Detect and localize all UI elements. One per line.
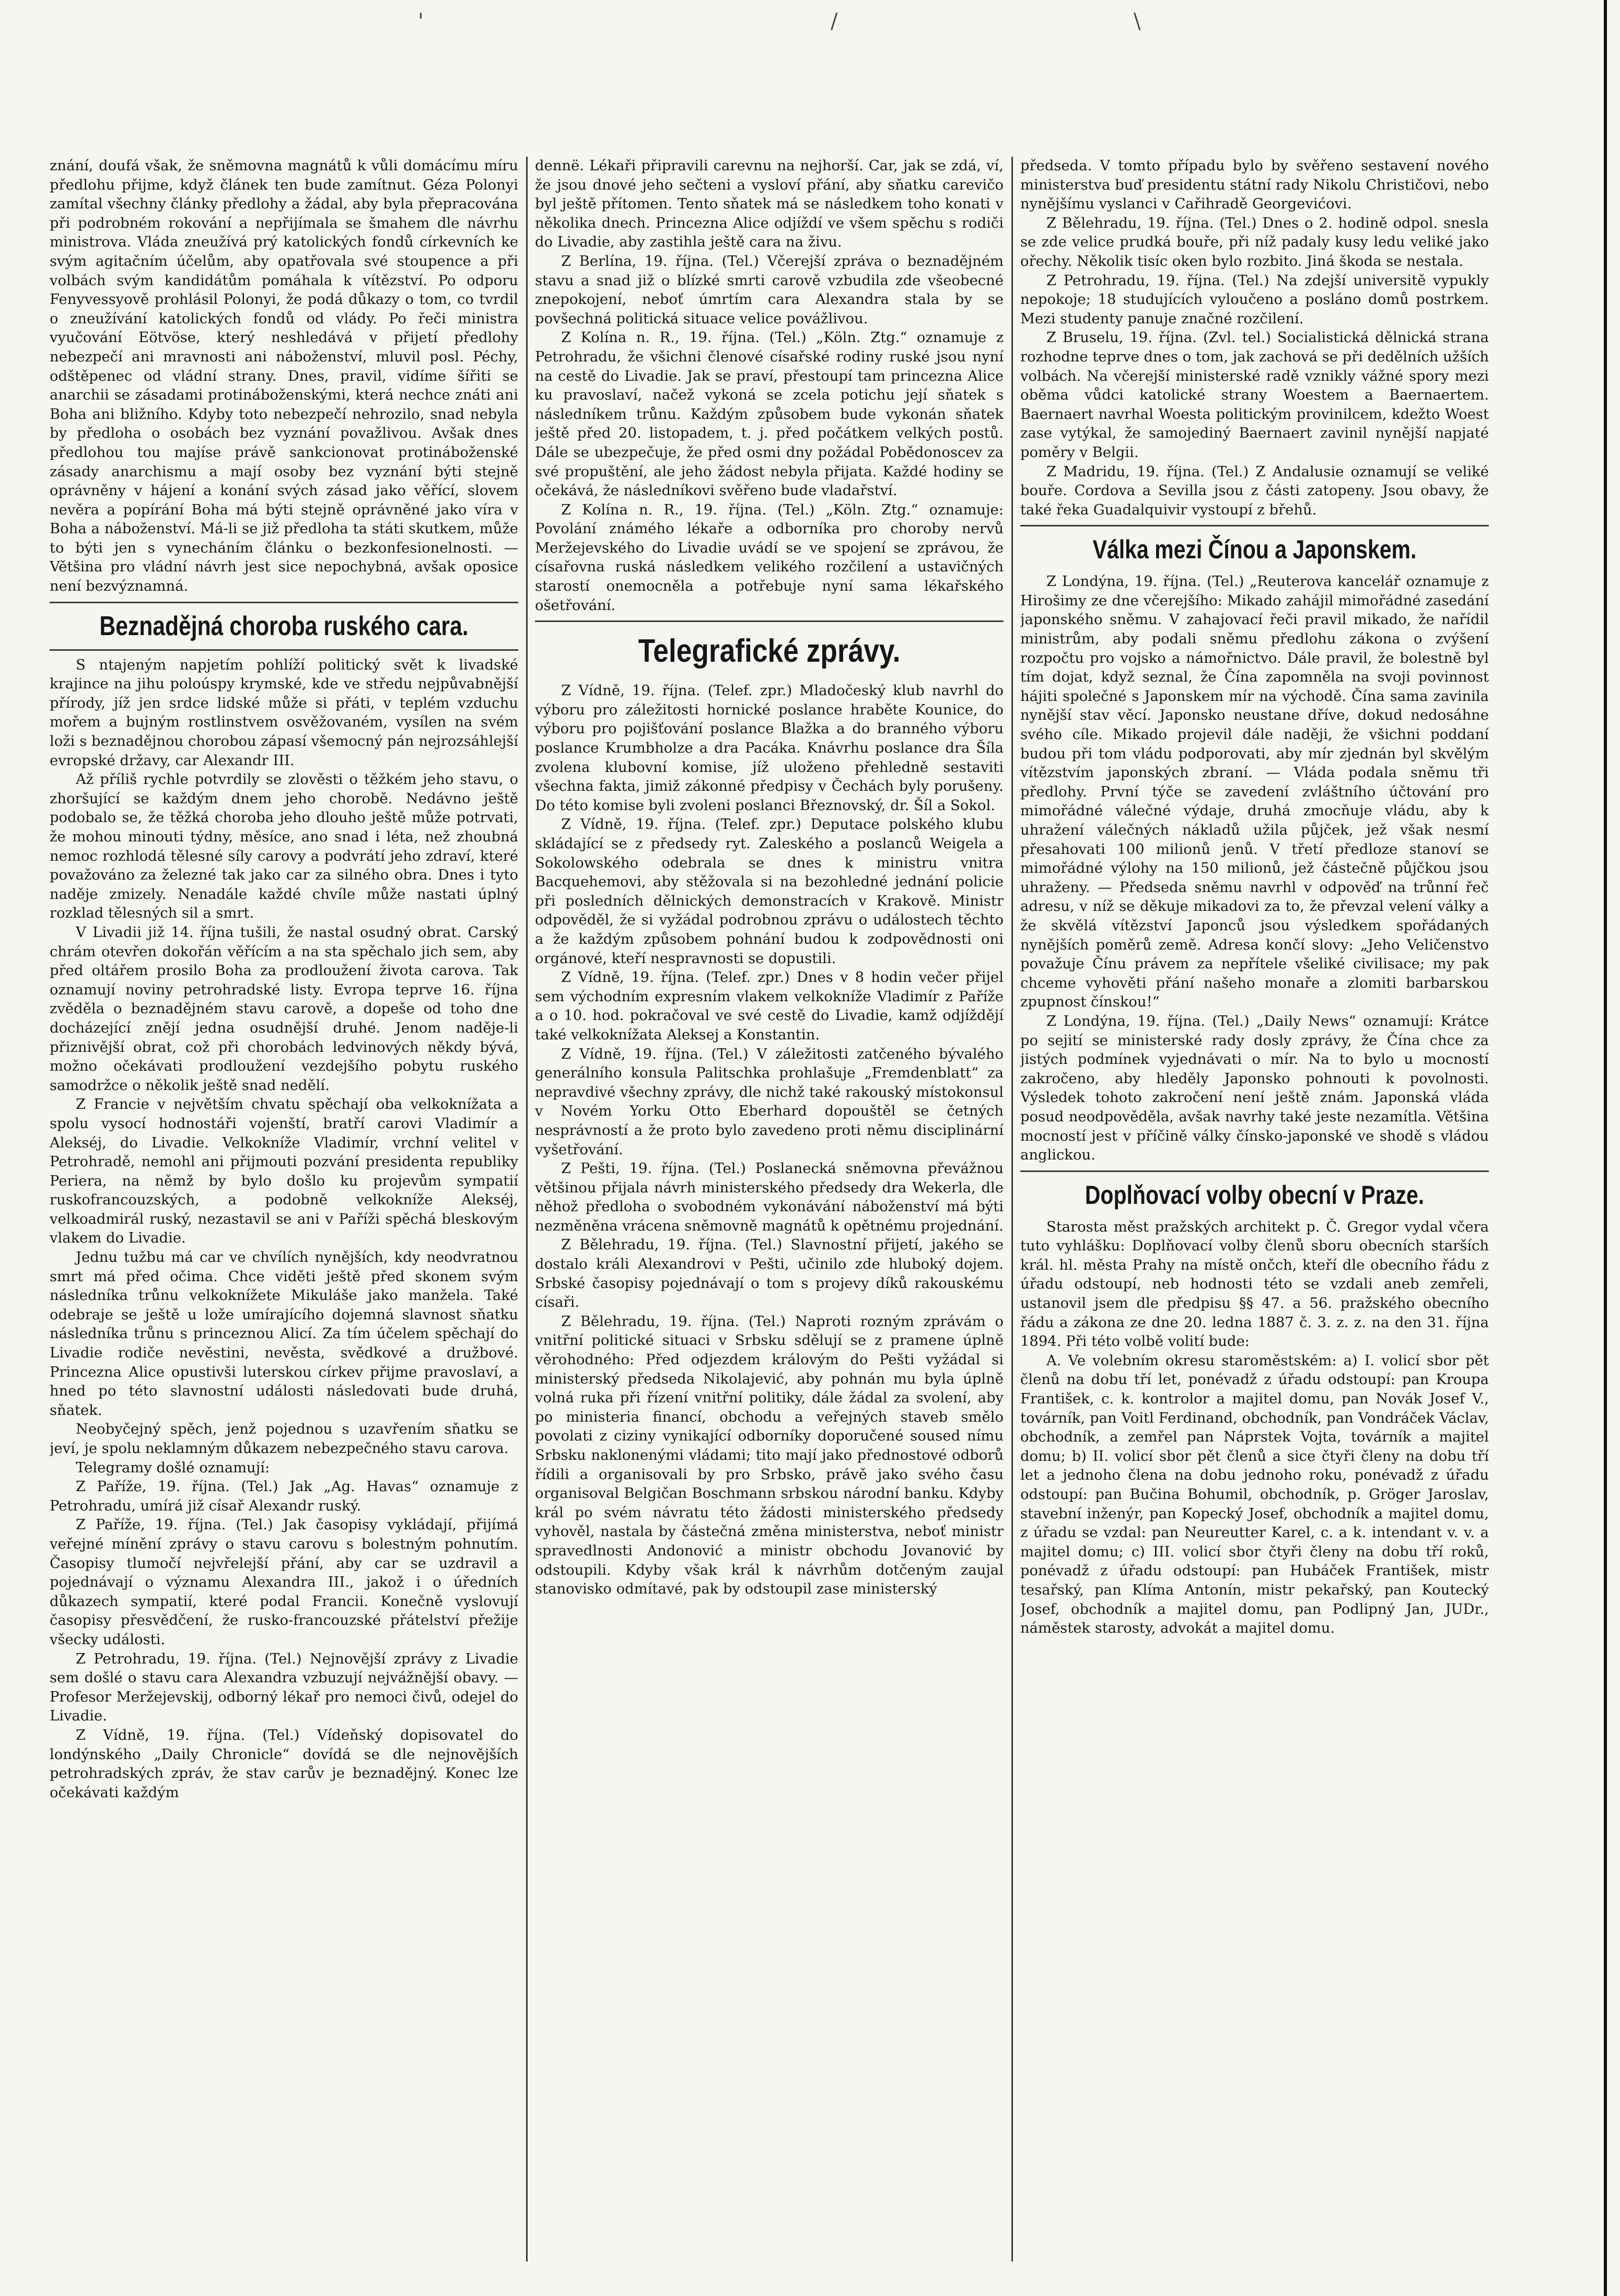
- article-heading: Válka mezi Čínou a Japonskem.: [1092, 535, 1417, 565]
- article-paragraph: A. Ve volebním okresu staroměstském: a) I. volicí sbor pět členů na dobu tří let, ponévadž z úřadu odstoupí: pan Kroupa František, c. k. kontrolor a majitel domu, pan Novák Josef V., továrník, pan Voitl Ferdinand, obchodník, pan Vondráček Václav, obchodník, a zemřel pan Náprstek Vojta, továrník a majitel domu; b) II. volicí sbor pět členů a sice čtyři členy na dobu tří let a jednoho člena na dobu jednoho roku, ponévadž z úřadu odstoupí: pan Bučina Bohumil, obchodník, p. Gröger Jaroslav, stavební inženýr, pan Kopecký Josef, obchodník a majitel domu, z úřadu se vzdal: pan Neureutter Karel, c. a k. intendant v. v. a majitel domu; c) III. volicí sbor čtyři členy na dobu tří roků, ponévadž z úřadu odstoupí: pan Hubáček František, mistr tesařský, pan Klíma Antonín, mistr pekařský, pan Koutecký Josef, obchodník a majitel domu, pan Podlipný Jan, JUDr., náměstek starosty, advokát a majitel domu.: [1020, 1352, 1489, 1637]
- margin-mark-2: /: [831, 9, 838, 33]
- article-heading: Doplňovací volby obecní v Praze.: [1085, 1180, 1425, 1210]
- scan-edge: [1604, 0, 1607, 2296]
- telegram-paragraph: Z Londýna, 19. října. (Tel.) „Daily News“ oznamují: Krátce po sejití se ministerské rady dosly zprávy, že Čína chce za jistých podmínek vyjednávati o mír. Na to bylo u mocností zakročeno, aby hleděly Japonsko pohnouti k povolnosti. Výsledek tohoto zakročení není ještě znám. Japonská vláda posud neodpověděla, avšak navrhy také jeste nezamítla. Většina mocností jest v příčině války čínsko-japonské ve shodě s vládou anglickou.: [1020, 1013, 1489, 1164]
- telegram-paragraph: Z Vídně, 19. října. (Telef. zpr.) Dnes v 8 hodin večer přijel sem východním expresním vlakem velkokníže Vladimír z Paříže a o 10. hod. pokračoval ve své cestě do Livadie, kamž odjíždějí také velkoknížata Aleksej a Konstantin.: [535, 969, 1004, 1043]
- column-middle: [535, 157, 1004, 2262]
- telegram-paragraph: Z Vídně, 19. října. (Telef. zpr.) Mladočeský klub navrhl do výboru pro záležitosti hornické poslance hraběte Kounice, do výboru pro pojišťování poslance Blažka a do branného výboru poslance Krumbholze a dra Pacáka. Knávrhu poslance dra Šíla zvolena klubovní komise, jíž uloženo přehledně sestaviti všechna fakta, jimiž zákonné předpisy v Čechách byly porušeny. Do této komise byli zvoleni poslanci Březnovský, dr. Šíl a Sokol.: [535, 683, 1004, 814]
- article-paragraph: Starosta měst pražských architekt p. Č. Gregor vydal včera tuto vyhlášku: Doplňovací volby členů sboru obecních starších král. hl. města Prahy na místě ončch, kteří dle obecního řádu z úřadu odstoupí, neb hodnosti této se vzdali aneb zemřeli, ustanovil jsem dle předpisu §§ 47. a 56. pražského obecního řádu a zákona ze dne 20. ledna 1887 č. 3. z. z. na den 31. října 1894. Při této volbě volití bude:: [1020, 1219, 1489, 1350]
- section-heading: Telegrafické zprávy.: [638, 633, 901, 670]
- telegram-paragraph: Z Bruselu, 19. října. (Zvl. tel.) Socialistická dělnická strana rozhodne teprve dnes o tom, jak zachová se při dedělních užších volbách. Na včerejší ministerské radě vznikly vážné spory mezi oběma vůdci katolické strany Woestem a Baernaertem. Baernaert navrhal Woesta politickým provinilcem, kdežto Woest zase vytýkal, že samojediný Baernaert zavinil nynější napjaté poměry v Belgii.: [1020, 330, 1489, 461]
- top-margin-marks: [0, 9, 1620, 36]
- telegram-paragraph: Z Madridu, 19. října. (Tel.) Z Andalusie oznamují se veliké bouře. Cordova a Sevilla jsou z části zatopeny. Jsou obavy, že také řeka Guadalquivir vystoupí z břehů.: [1020, 463, 1489, 518]
- newspaper-page: [50, 157, 1565, 2262]
- telegram-paragraph: Z Bělehradu, 19. října. (Tel.) Dnes o 2. hodině odpol. snesla se zde velice prudká bouře, při níž padaly kusy ledu veliké jako ořechy. Několik tisíc oken bylo rozbito. Jiná škoda se nestala.: [1020, 215, 1489, 270]
- article-paragraph: Jednu tužbu má car ve chvílích nynějších, kdy neodvratnou smrt má před očima. Chce viděti ještě před skonem svým následníka trůnu velkoknížete Mikuláše jako manžela. Také odebraje se ještě u lože umírajícího dojemná slavnost sňatku následníka trůnu s princeznou Alicí. Za tím účelem spěchají do Livadie rodiče nevěstini, nevěsta, svědkové a družbové. Princezna Alice opustivši luterskou církev přijme pravoslaví, a hned po této slavnostní události následovati bude druhá, sňatek.: [50, 1249, 518, 1419]
- telegram-paragraph: Z Bělehradu, 19. října. (Tel.) Slavnostní přijetí, jakého se dostalo králi Alexandrovi v Pešti, učinilo zde hluboký dojem. Srbské časopisy pojednávají o tom s projevy díků rakouskému císaři.: [535, 1237, 1004, 1311]
- article-paragraph: Telegramy došlé oznamují:: [76, 1459, 270, 1476]
- telegram-paragraph: Z Petrohradu, 19. října. (Tel.) Nejnovější zprávy z Livadie sem došlé o stavu cara Alexandra vzbuzují nejvážnější obavy. — Profesor Meržejevskij, odborný lékař pro nemoci čivů, odejel do Livadie.: [50, 1650, 518, 1725]
- divider: [50, 602, 518, 603]
- divider: [1020, 525, 1489, 526]
- telegram-paragraph: Z Paříže, 19. října. (Tel.) Jak časopisy vykládají, přijímá veřejné mínění zprávy o stavu carovu s bolestným pohnutím. Časopisy tlumočí nejvřelejší přání, aby car se uzdravil a pojednávají o významu Alexandra III., jakož i o úředních důkazech sympatií, které podal Francii. Konečně vyslovují časopisy přesvědčení, že rusko-francouzské přátelství přežije všecky události.: [50, 1517, 518, 1648]
- telegram-paragraph: Z Petrohradu, 19. října. (Tel.) Na zdejší universitě vypukly nepokoje; 18 studujících vyloučeno a posláno domů postrkem. Mezi studenty panuje značné rozčilení.: [1020, 272, 1489, 327]
- article-paragraph: S ntajeným napjetím pohlíží politický svět k livadské krajince na jihu poloúspy krymské, kde ve středu nejpůvabnější přírody, jíž jen srdce lidské může si přáti, v teplém vzduchu mořem a bujným rostlinstvem osvěžovaném, vysílen na svém loži s beznadějnou chorobou zápasí všemocný pán nejrozsáhlejší evropské državy, car Alexandr III.: [50, 657, 518, 769]
- column-rule: [1011, 157, 1013, 2262]
- article-paragraph: znání, doufá však, že sněmovna magnátů k vůli domácímu míru předlohu přijme, když článek ten bude zamítnut. Géza Polonyi zamítal všechny články předlohy a žádal, aby byla přepracována při podrobném rokování a nepřijímala se šmahem dle návrhu ministrova. Vláda zneužívá prý katolických fondů církevních ke svým agitačním účelům, aby opatřovala své stoupence a při volbách svým kandidátům pomáhala k vítězství. Po odporu Fenyvessyově prohlásil Polonyi, že podá důkazy o tom, co tvrdil o zneužívání katolických fondů od vlády. Po řeči ministra vyučování Eötvöse, který neshledává v přijetí předlohy nebezpečí ani mravnosti ani náboženství, mluvil posl. Péchy, odštěpenec od vládní strany. Dnes, pravil, vidíme šířiti se anarchii se zásadami protináboženskými, která nechce znáti ani Boha ani bližního. Kdyby toto nebezpečí nehrozilo, snad nebyla by předloha o osobách bez vyznání považlivou. Avšak dnes předlohou tou majíse právě sankcionovat protináboženské zásady anarchismu a mají osoby bez vyznání býti stejně oprávněny v hájení a konání svých zásad jako věřící, slovem nevěra a popírání Boha má býti stejně oprávněné jako víra v Boha a náboženství. Má-li se již předloha ta státi skutkem, může to býti jen s vynecháním článku o bezkonfesionelnosti. — Většina pro vládní návrh jest sice nepochybná, avšak oposice není bezvýznamná.: [50, 158, 518, 595]
- telegram-paragraph: Z Bělehradu, 19. října. (Tel.) Naproti rozným zprávám o vnitřní politické situaci v Srbsku sdělují se z pramene úplně věrohodného: Před odjezdem královým do Pešti vyžádal si ministerský předseda Nikolajević, aby pohnán mu byla úplně volná ruka při řízení vnitřní politiky, dále žádal za svolení, aby po ministeria financí, obchodu a veřejných staveb smělo povolati z ciziny vynikající odborníky doporučené soused nímu Srbsku naklonenými vládami; tito mají jako přednostové odborů řídili a organisovali by pro Srbsko, právě jako svého času organisoval Belgičan Boschmann srbskou národní banku. Kdyby král po svém návratu této žádosti ministerského předsedy vyhověl, nastala by částečná změna ministerstva, neboť ministr spravedlnosti Andonović a ministr obchodu Jovanović by odstoupili. Kdyby však král k návrhům dotčeným zaujal stanovisko odmítavé, pak by odstoupil zase ministerský: [535, 1313, 1004, 1598]
- telegram-paragraph: Z Vídně, 19. října. (Tel.) Vídeňský dopisovatel do londýnského „Daily Chronicle“ dovídá se dle nejnovějších petrohradských zpráv, že stav carův je beznadějný. Konec lze očekávati každým: [50, 1727, 518, 1801]
- article-paragraph: Z Francie v největším chvatu spěchají oba velkoknížata a spolu vysocí hodnostáři vojenští, bratří carovi Vladimír a Alekséj, do Livadie. Velkokníže Vladimír, vrchní velitel v Petrohradě, nemohl ani přijmouti pozvání presidenta republiky Periera, na němž by bylo došlo ku projevům sympatií ruskofrancouzských, a podobně velkokníže Alekséj, velkoadmirál ruský, nezastavil se ani v Paříži spěchá bleskovým vlakem do Livadie.: [50, 1096, 518, 1247]
- margin-mark-1: ': [418, 9, 424, 33]
- article-paragraph: Až příliš rychle potvrdily se zlověsti o těžkém jeho stavu, o zhoršující se každým dnem jeho chorobě. Nedávno ještě podobalo se, že těžká choroba jeho dlouho ještě může potrvati, že mohou minouti týdny, měsíce, ano snad i léta, než zhoubná nemoc rozhlodá tělesné síly carovy a podvrátí jeho zdraví, které považováno za železné tak jako car za silného obra. Dnes i tyto naděje zmizely. Nenadále každé chvíle může nastati úplný rozklad tělesných sil a smrt.: [50, 771, 518, 922]
- article-paragraph: V Livadii již 14. října tušili, že nastal osudný obrat. Carský chrám otevřen dokořán věřícím a na sta spěchalo jich sem, aby před oltářem prosilo Boha za prodloužení života carova. Tak oznamují noviny petrohradské listy. Evropa teprve 16. října zvěděla o beznadějném stavu carově, a dopeše od toho dne docházející znějí jedna osudnější druhé. Jenom naděje-li přiznivější obrat, což při chorobách ledvinových někdy bývá, možno očekávati prodloužení vezdejšího pobytu ruského samodržce o několik ještě snad nedělí.: [50, 924, 518, 1094]
- telegram-paragraph: Z Berlína, 19. října. (Tel.) Včerejší zpráva o beznadějném stavu a snad již o blízké smrti carově vzbudila zde všeobecné znepokojení, neboť úmrtím cara Alexandra stala by se povšechná politická situace velice povážlivou.: [535, 253, 1004, 327]
- divider: [535, 620, 1004, 622]
- telegram-paragraph: předseda. V tomto případu bylo by svěřeno sestavení nového ministerstva buď presidentu státní rady Nikolu Christičovi, nebo nynějšímu vyslanci v Cařihradě Georgevićovi.: [1020, 158, 1489, 213]
- telegram-paragraph: Z Kolína n. R., 19. října. (Tel.) „Köln. Ztg.“ oznamuje z Petrohradu, že všichni členové císařské rodiny ruské jsou nyní na cestě do Livadie. Jak se praví, přestoupí tam princezna Alice ku pravoslaví, načež vykoná se zcela potichu její sňatek s následníkem trůnu. Každým způsobem bude vykonán sňatek ještě před 20. listopadem, t. j. před počátkem velkých postů. Dále se ubezpečuje, že před osmi dny požádal Pobědonoscev za své propuštění, ale jeho žádost nebyla přijata. Každé hodiny se očekává, že následníkovi svěřeno bude vladařství.: [535, 330, 1004, 499]
- article-heading: Beznadějná choroba ruského cara.: [99, 611, 469, 641]
- article-paragraph: Neobyčejný spěch, jenž pojednou s uzavřením sňatku se jeví, je spolu neklamným důkazem nebezpečného stavu carova.: [50, 1421, 518, 1457]
- column-rule: [526, 157, 528, 2262]
- telegram-paragraph: dennë. Lékaři připravili carevnu na nejhorší. Car, jak se zdá, ví, že jsou dnové jeho sečteni a vysloví přání, aby sňatku carevičo byl ještě přítomen. Tento sňatek má se následkem toho konati v několika dnech. Princezna Alice odjíždí ve všem spěchu s rodiči do Livadie, aby zastihla ještě cara na živu.: [535, 158, 1004, 251]
- divider: [1020, 1170, 1489, 1172]
- divider: [50, 649, 518, 651]
- telegram-paragraph: Z Vídně, 19. října. (Tel.) V záležitosti zatčeného bývalého generálního konsula Palitschka prohlašuje „Fremdenblatt“ za nepravdivé všechny zprávy, dle nichž také rakouský místokonsul v Novém Yorku Otto Eberhard dopouštěl se četných nesprávností a že proto bylo zavedeno proti němu disciplinární vyšetřování.: [535, 1046, 1004, 1158]
- telegram-paragraph: Z Pešti, 19. října. (Tel.) Poslanecká sněmovna převážnou většinou přijala návrh ministerského předsedy dra Wekerla, dle něhož předloha o svobodném vykonávání náboženství má býti nezměněna vrácena sněmovně magnátů k opětnému projednání.: [535, 1161, 1004, 1234]
- column-right: [1020, 157, 1489, 2262]
- telegram-paragraph: Z Kolína n. R., 19. října. (Tel.) „Köln. Ztg.“ oznamuje: Povolání známého lékaře a odborníka pro choroby nervů Meržejevského do Livadie uvádí se ve spojení se zprávou, že císařovna ruská následkem velikého rozčilení a ustavičných starostí onemocněla a potřebuje nyní sama lékařského ošetřování.: [535, 501, 1004, 614]
- telegram-paragraph: Z Paříže, 19. října. (Tel.) Jak „Ag. Havas“ oznamuje z Petrohradu, umírá již císař Alexandr ruský.: [50, 1479, 518, 1514]
- telegram-paragraph: Z Londýna, 19. října. (Tel.) „Reuterova kancelář oznamuje z Hirošimy ze dne včerejšího: Mikado zahájil mimořádné zasedání japonského sněmu. V zahajovací řeči pravil mikado, že nařídil ministrům, aby podali sněmu předlohu zákona o zvýšení rozpočtu pro vojsko a námořnictvo. Dále pravil, že bolestně byl tím dojat, když seznal, že Čína zapomněla na svoji povinnost hájiti společné s Japonskem mír na východě. Čína sama zavinila nynější stav věcí. Japonsko neustane dříve, dokud nedosáhne svého cíle. Mikado projevil dále naději, že všichni poddaní budou při tom vládu podporovati, aby mír zjednán byl skvělým vítězstvím japonských zbraní. — Vláda podala sněmu tři předlohy. První týče se zavedení zvláštního účtování pro mimořádné válečné výdaje, druhá zmocňuje vládu, aby k uhražení válečných nákladů užila půjček, jež však nesmí přesahovati 100 milionů jenů. V třetí předloze stanoví se mimořádné výlohy na 150 milionů, jež částečně půjčkou jsou uhraženy. — Předseda sněmu navrhl v odpověď na trůnní řeč adresu, v níž se děkuje mikadovi za to, že převzal velení války a že skvělá vítězství Japonců jsou výsledkem spořádaných nynějších poměrů země. Adresa končí slovy: „Jeho Veličenstvo považuje Čínu právem za nepřítele všeliké civilisace; my pak chceme vyhověti přání našeho monaře a zlomiti barbarskou zpupnost čínskou!“: [1020, 573, 1489, 1011]
- margin-mark-3: \: [1134, 9, 1141, 33]
- telegram-paragraph: Z Vídně, 19. října. (Telef. zpr.) Deputace polského klubu skládající se z předsedy ryt. Zaleského a poslanců Weigela a Sokolowského odebrala se dnes k ministru vnitra Bacquehemovi, aby stěžovala si na bezohledné jednání policie při posledních dělnických demonstracích v Krakově. Ministr odpověděl, že si vyžádal podrobnou zprávu o událostech těchto a že každým způsobem pohnání budou k zodpovědnosti oni orgánové, kteří nespravnosti se dopustili.: [535, 816, 1004, 967]
- column-left: [50, 157, 518, 2262]
